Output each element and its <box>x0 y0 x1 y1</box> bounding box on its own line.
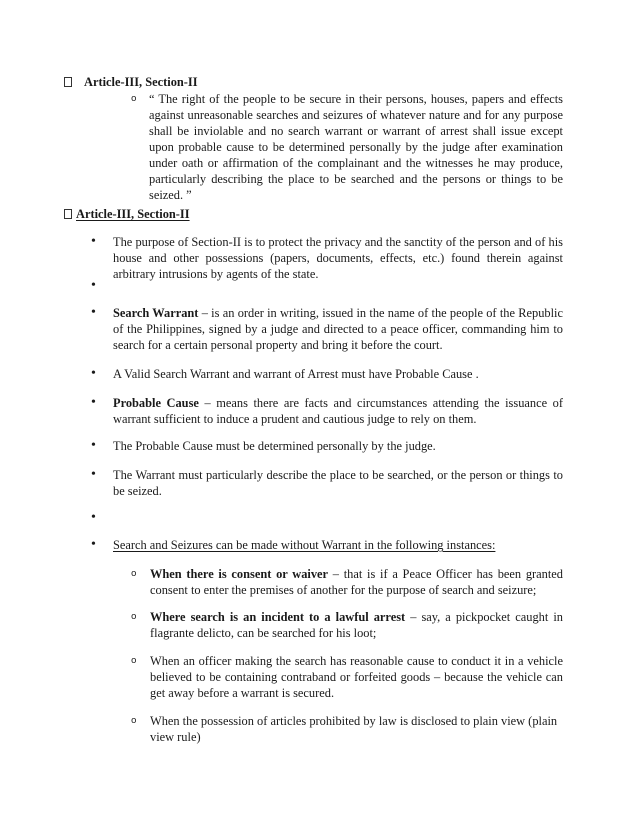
bullet-icon: • <box>91 438 96 453</box>
sub-list-item <box>131 609 563 641</box>
circle-bullet-icon: o <box>131 656 137 666</box>
bullet-icon: • <box>91 537 96 552</box>
list-item-text: The Warrant must particularly describe the place to be searched, or the person or things to be seized. <box>113 468 563 498</box>
section-heading-2 <box>64 206 190 222</box>
section-heading-text: Article-III, Section-II <box>76 207 190 221</box>
list-item-text: The Probable Cause must be determined personally by the judge. <box>113 439 436 453</box>
circle-bullet-icon: o <box>131 94 137 104</box>
list-item <box>91 438 563 454</box>
list-item-text <box>113 305 563 353</box>
constitution-quote <box>131 91 563 203</box>
list-item <box>91 234 563 282</box>
sub-list-item-text <box>150 566 563 598</box>
definition-text: – means there are facts and circumstances attending the issuance of warrant sufficient to induce a prudent and cautious judge to rely on them. <box>113 396 563 426</box>
list-item-empty <box>91 278 563 294</box>
sub-list-item-text <box>150 713 563 745</box>
list-item <box>91 366 563 382</box>
list-item-search-warrant <box>91 305 563 353</box>
bullet-icon: • <box>91 510 96 525</box>
list-item-probable-cause <box>91 395 563 427</box>
list-item <box>91 467 563 499</box>
circle-bullet-icon: o <box>131 716 137 726</box>
list-item-instances-heading <box>91 537 563 553</box>
instance-description: When an officer making the search has reasonable cause to conduct it in a vehicle believed to be containing contraband or forfeited goods – because the vehicle can get away before a warrant is secured. <box>150 654 563 700</box>
circle-bullet-icon: o <box>131 569 137 579</box>
term-probable-cause: Probable Cause <box>113 396 199 410</box>
instance-term: Where search is an incident to a lawful arrest <box>150 610 406 624</box>
missing-glyph-box-icon <box>64 77 72 87</box>
list-item-text <box>113 395 563 427</box>
sub-list-item-text <box>150 653 563 701</box>
quote-text: “ The right of the people to be secure in their persons, houses, papers and effects against unreasonable searches and seizures of whatever nature and for any purpose shall be inviolable and no search warrant or warrant of arrest shall issue except upon probable cause to be determined personally by the judge after examination under oath or affirmation of the complainant and the witnesses he may produce, particularly describing the place to be searched and the persons or things to be seized. ” <box>149 92 563 202</box>
term-search-warrant: Search Warrant <box>113 306 199 320</box>
list-item-text: A Valid Search Warrant and warrant of Arrest must have Probable Cause . <box>113 367 479 381</box>
list-item-text <box>113 278 563 294</box>
circle-bullet-icon: o <box>131 612 137 622</box>
definition-text: – is an order in writing, issued in the name of the people of the Republic of the Philippines, signed by a judge and directed to a peace officer, commanding him to search for a certain personal property and bring it before the court. <box>113 306 563 352</box>
bullet-icon: • <box>91 278 96 293</box>
list-item-text <box>113 510 563 526</box>
instance-term: When there is consent or waiver <box>150 567 329 581</box>
list-item-text <box>113 537 563 553</box>
missing-glyph-box-icon <box>64 209 72 219</box>
sub-list-item <box>131 566 563 598</box>
section-heading <box>64 74 198 90</box>
instance-description: – that is if a Peace Officer has been granted consent to enter the premises of another for the purpose of search and seizure; <box>150 567 563 597</box>
bullet-icon: • <box>91 305 96 320</box>
instance-description: – say, a pickpocket caught in flagrante delicto, can be searched for his loot; <box>150 610 563 640</box>
list-item-text: The purpose of Section-II is to protect the privacy and the sanctity of the person and of his house and other possessions (papers, documents, effects, etc.) found therein against arbitrary intrusions by agents of the state. <box>113 235 563 281</box>
sub-list-item-text <box>150 609 563 641</box>
list-item-empty <box>91 510 563 526</box>
sub-list-item <box>131 713 563 745</box>
section-heading-text: Article-III, Section-II <box>84 75 198 89</box>
instances-heading-text: Search and Seizures can be made without Warrant in the following instances: <box>113 538 496 552</box>
sub-list-item <box>131 653 563 701</box>
bullet-icon: • <box>91 467 96 482</box>
bullet-icon: • <box>91 234 96 249</box>
instance-description: When the possession of articles prohibited by law is disclosed to plain view (plain view rule) <box>150 714 558 744</box>
bullet-icon: • <box>91 366 96 381</box>
bullet-icon: • <box>91 395 96 410</box>
